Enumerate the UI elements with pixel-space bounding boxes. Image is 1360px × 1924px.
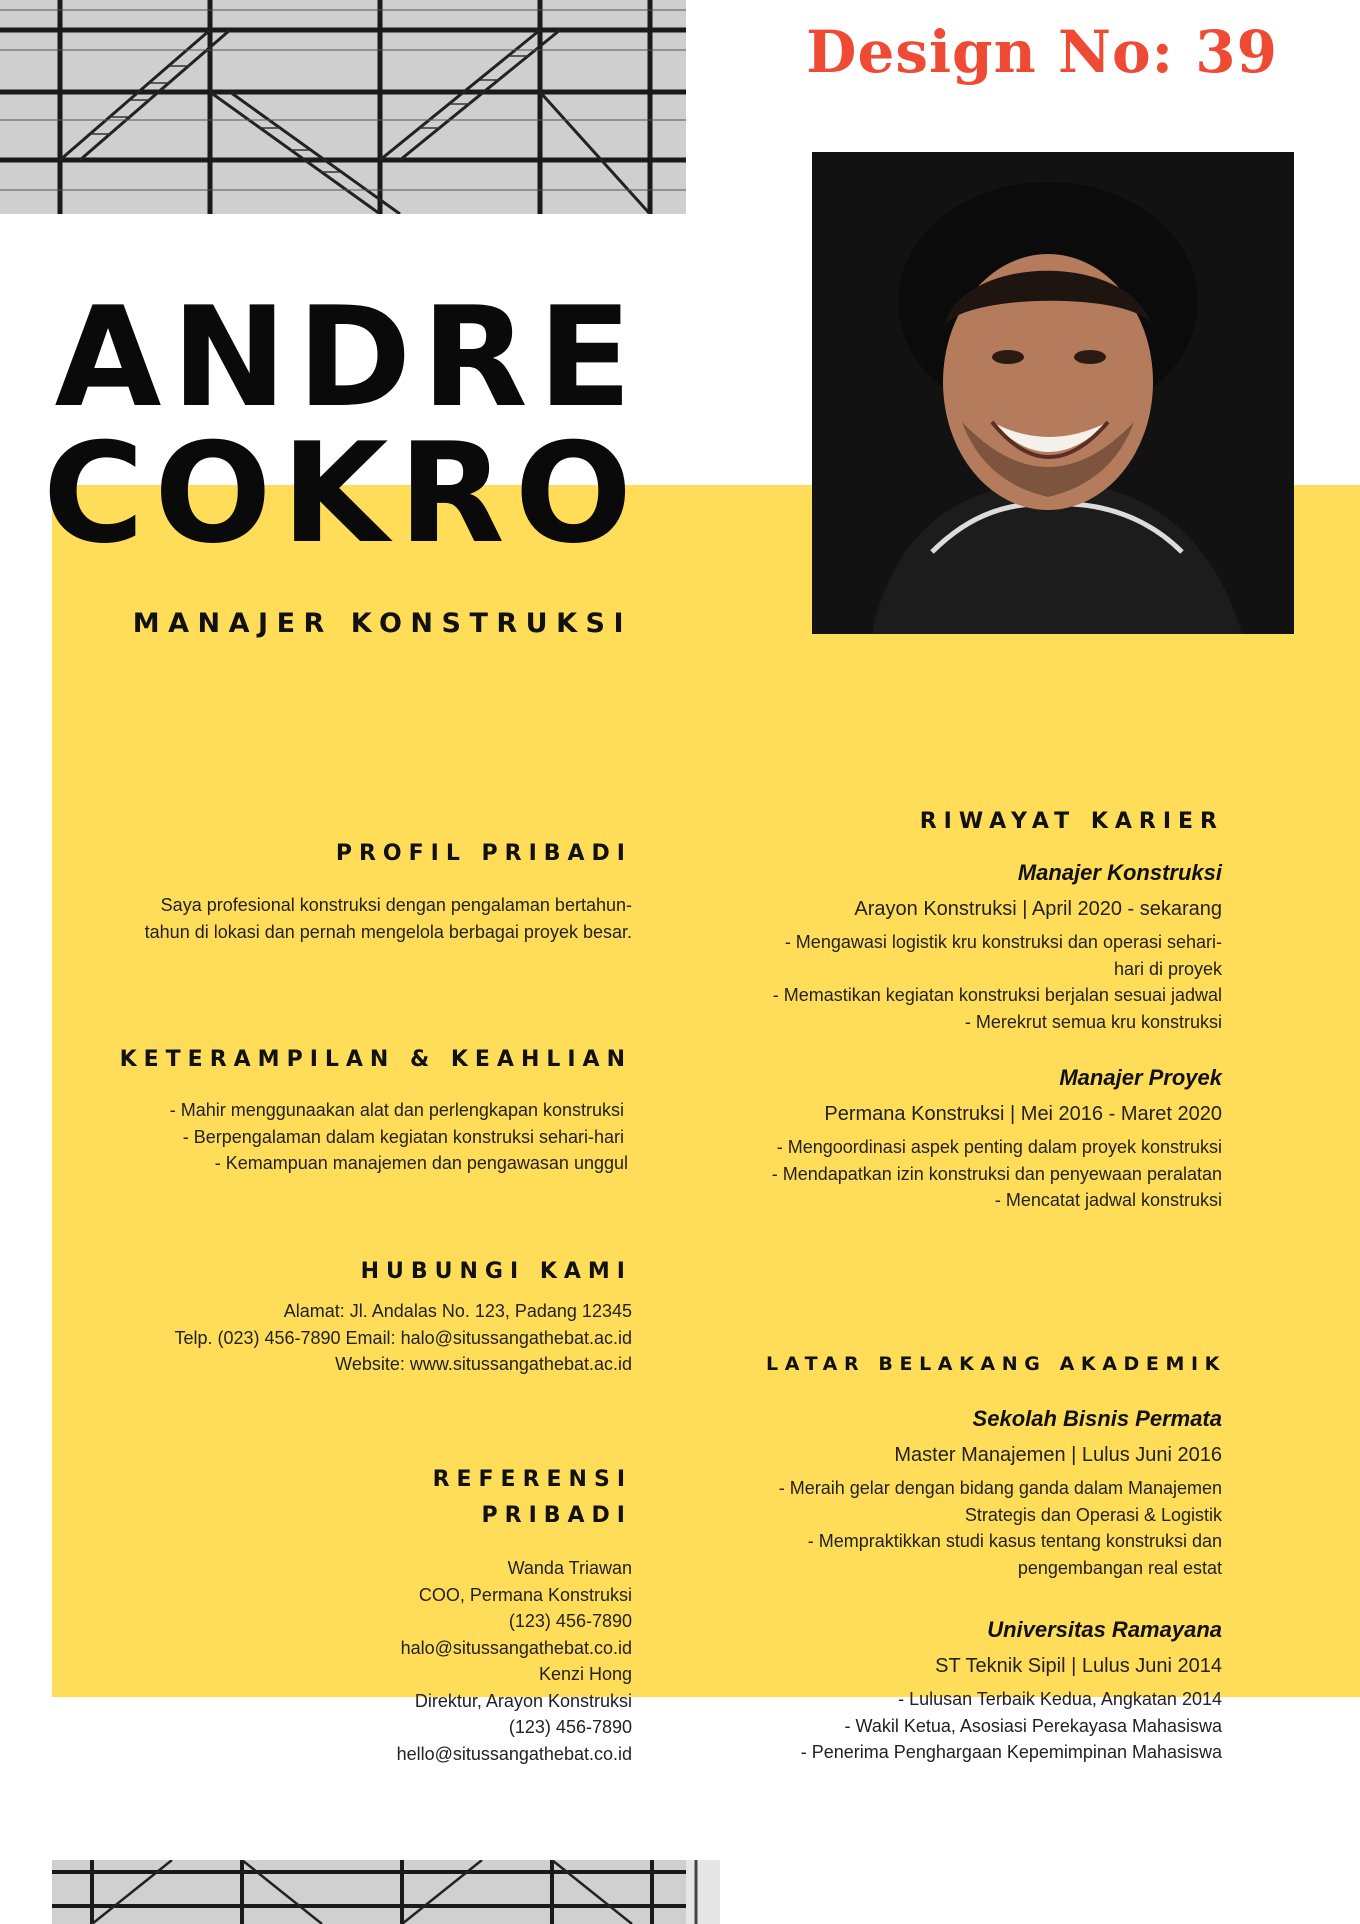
school-point: pengembangan real estat <box>1017 1557 1222 1578</box>
career-point: - Mencatat jadwal konstruksi <box>994 1190 1222 1210</box>
career-job-title: Manajer Proyek <box>1059 1065 1222 1090</box>
education-entry <box>779 1406 1222 1581</box>
building-photo-bottom-right <box>686 1860 720 1924</box>
reference-line: COO, Permana Konstruksi <box>418 1584 632 1605</box>
career-heading: RIWAYAT KARIER <box>919 809 1224 834</box>
career-point: - Mengoordinasi aspek penting dalam proyek konstruksi <box>776 1137 1222 1157</box>
school-point: - Penerima Penghargaan Kepemimpinan Mahasiswa <box>800 1742 1222 1762</box>
references-heading-line: REFERENSI <box>432 1467 632 1492</box>
profile-heading: PROFIL PRIBADI <box>335 841 632 866</box>
profile-line: Saya profesional konstruksi dengan pengalaman bertahun- <box>160 895 632 915</box>
reference-line: halo@situssangathebat.co.id <box>400 1637 632 1658</box>
references-heading-line: PRIBADI <box>481 1503 632 1528</box>
education-heading: LATAR BELAKANG AKADEMIK <box>766 1353 1226 1375</box>
reference-line: (123) 456-7890 <box>508 1717 632 1737</box>
school-point: Strategis dan Operasi & Logistik <box>964 1504 1222 1525</box>
career-job-points <box>773 929 1222 1035</box>
career-point: - Memastikan kegiatan konstruksi berjalan sesuai jadwal <box>772 985 1222 1005</box>
contact-details <box>174 1298 632 1378</box>
candidate-name <box>42 277 642 574</box>
reference-line: hello@situssangathebat.co.id <box>396 1743 632 1764</box>
contact-phone-email: Telp. (023) 456-7890 Email: halo@situssangathebat.ac.id <box>174 1327 632 1348</box>
school-point: - Mempraktikkan studi kasus tentang konstruksi dan <box>807 1531 1222 1551</box>
school-name: Universitas Ramayana <box>987 1617 1222 1642</box>
job-title: MANAJER KONSTRUKSI <box>132 608 632 639</box>
design-number-label: Design No: 39 <box>806 18 1278 86</box>
career-entry <box>773 860 1222 1035</box>
first-name: ANDRE <box>54 277 642 438</box>
skill-item: - Berpengalaman dalam kegiatan konstruksi sehari-hari <box>182 1126 624 1147</box>
career-point: - Mengawasi logistik kru konstruksi dan operasi sehari- <box>784 932 1222 952</box>
career-job-meta: Permana Konstruksi | Mei 2016 - Maret 2020 <box>824 1103 1222 1125</box>
references-heading <box>433 1462 632 1534</box>
career-entry <box>772 1065 1222 1214</box>
reference-line: Direktur, Arayon Konstruksi <box>414 1690 632 1711</box>
skills-heading: KETERAMPILAN & KEAHLIAN <box>119 1047 632 1072</box>
reference-line: Kenzi Hong <box>538 1664 632 1684</box>
career-point: - Mendapatkan izin konstruksi dan penyewaan peralatan <box>771 1163 1222 1184</box>
last-name: COKRO <box>42 413 642 574</box>
building-photo-top <box>0 0 686 214</box>
profile-photo <box>812 152 1294 634</box>
reference-line: Wanda Triawan <box>507 1558 632 1578</box>
school-degree: Master Manajemen | Lulus Juni 2016 <box>894 1444 1222 1466</box>
school-point: - Meraih gelar dengan bidang ganda dalam Manajemen <box>778 1478 1222 1498</box>
profile-line: tahun di lokasi dan pernah mengelola berbagai proyek besar. <box>144 921 632 942</box>
school-points <box>801 1686 1222 1766</box>
contact-address: Alamat: Jl. Andalas No. 123, Padang 12345 <box>283 1301 632 1321</box>
reference-line: (123) 456-7890 <box>508 1611 632 1631</box>
school-point: - Lulusan Terbaik Kedua, Angkatan 2014 <box>898 1689 1222 1709</box>
education-entry <box>801 1617 1222 1766</box>
building-photo-bottom <box>52 1860 686 1924</box>
school-degree: ST Teknik Sipil | Lulus Juni 2014 <box>935 1655 1222 1677</box>
career-point: - Merekrut semua kru konstruksi <box>964 1011 1222 1032</box>
profile-text <box>145 892 632 945</box>
career-point: hari di proyek <box>1113 958 1222 979</box>
skill-item: - Kemampuan manajemen dan pengawasan unggul <box>214 1153 628 1173</box>
career-job-title: Manajer Konstruksi <box>1017 860 1222 885</box>
skill-item: - Mahir menggunaakan alat dan perlengkapan konstruksi <box>169 1100 624 1120</box>
career-job-points <box>772 1134 1222 1214</box>
school-points <box>779 1475 1222 1581</box>
contact-website: Website: www.situssangathebat.ac.id <box>335 1354 632 1374</box>
skills-list <box>170 1097 628 1177</box>
school-name: Sekolah Bisnis Permata <box>972 1406 1222 1431</box>
contact-heading: HUBUNGI KAMI <box>360 1259 632 1284</box>
references-list <box>397 1555 632 1767</box>
career-job-meta: Arayon Konstruksi | April 2020 - sekarang <box>854 898 1222 920</box>
school-point: - Wakil Ketua, Asosiasi Perekayasa Mahasiswa <box>844 1715 1222 1736</box>
